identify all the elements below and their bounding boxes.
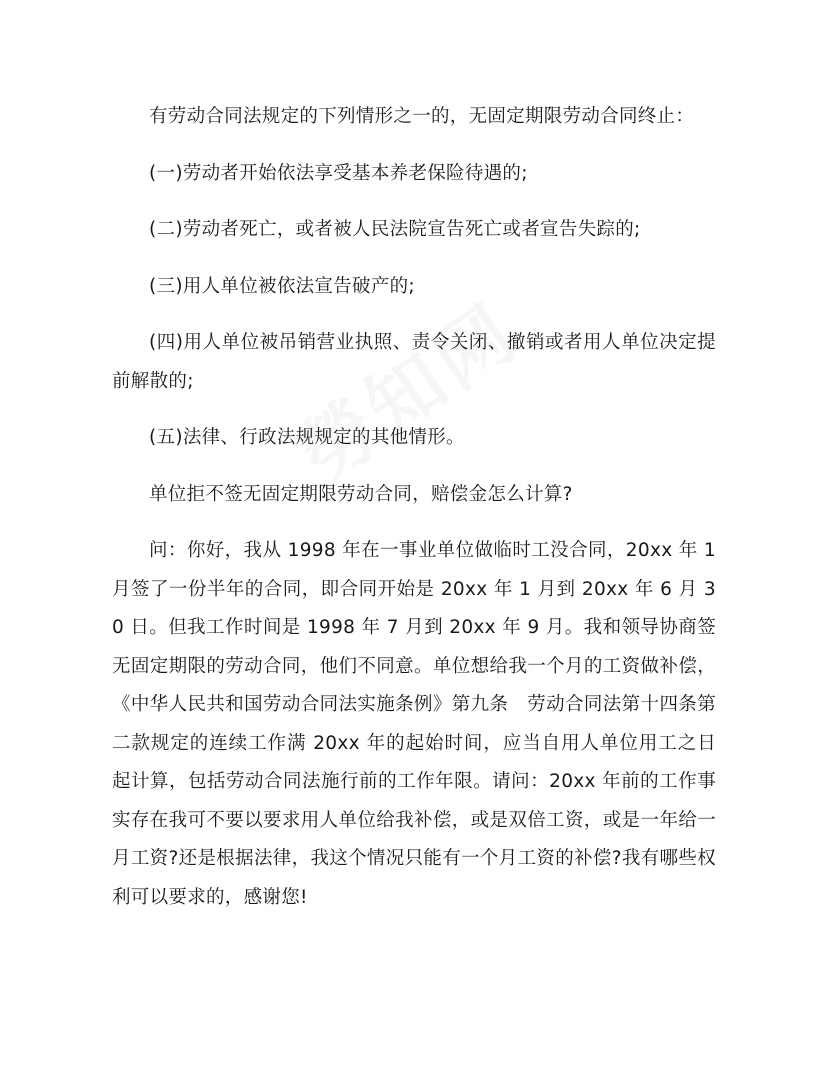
paragraph-item-3: (三)用人单位被依法宣告破产的; (149, 275, 415, 297)
document-body (112, 98, 716, 935)
paragraph-question-body: 问：你好，我从 1998 年在一事业单位做临时工没合同，20xx 年 1 月签了一份半年的合同，即合同开始是 20xx 年 1 月到 20xx 年 6 月 30 日。但我工作时间是 1998 年 7 月到 20xx 年 9 月。我和领导协商签无固定期限的劳动合同，他们不同意。单位想给我一个月的工资做补偿，《中华人民共和国劳动合同法实施条例》第九条 劳动合同法第十四条第二款规定的连续工作满 20xx 年的起始时间，应当自用人单位用工之日起计算，包括劳动合同法施行前的工作年限。请问：20xx 年前的工作事实存在我可不要以要求用人单位给我补偿，或是双倍工资，或是一年给一月工资?还是根据法律，我这个情况只能有一个月工资的补偿?我有哪些权利可以要求的，感谢您! (112, 540, 716, 908)
paragraph-item-5: (五)法律、行政法规规定的其他情形。 (149, 427, 465, 448)
paragraph-item-4: (四)用人单位被吊销营业执照、责令关闭、撤销或者用人单位决定提前解散的; (112, 332, 716, 392)
paragraph-question-title: 单位拒不签无固定期限劳动合同，赔偿金怎么计算? (149, 483, 573, 505)
paragraph-item-2: (二)劳动者死亡，或者被人民法院宣告死亡或者宣告失踪的; (149, 219, 641, 240)
paragraph-item-1: (一)劳动者开始依法享受基本养老保险待遇的; (149, 162, 528, 184)
paragraph-termination-intro: 有劳动合同法规定的下列情形之一的，无固定期限劳动合同终止： (149, 106, 695, 127)
